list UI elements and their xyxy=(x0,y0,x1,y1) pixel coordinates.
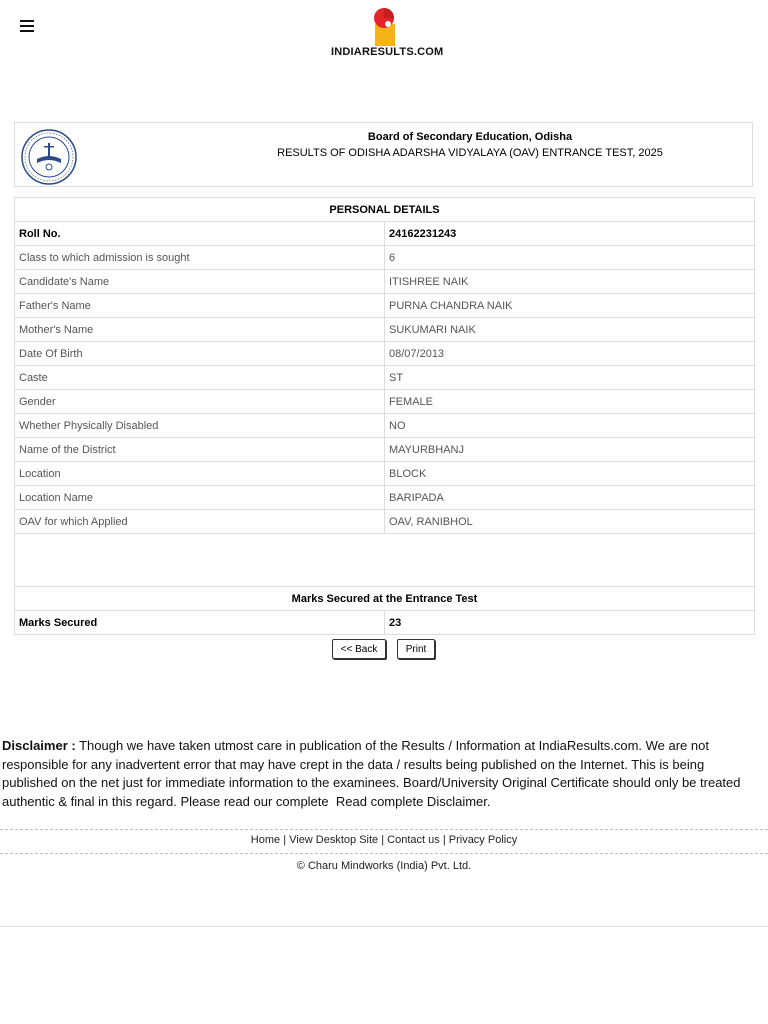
board-header xyxy=(14,122,753,187)
detail-label: Whether Physically Disabled xyxy=(15,414,385,438)
site-logo[interactable] xyxy=(331,6,444,62)
detail-label: Date Of Birth xyxy=(15,342,385,366)
table-row xyxy=(15,414,755,438)
action-buttons xyxy=(0,639,768,661)
marks-heading: Marks Secured at the Entrance Test xyxy=(15,587,755,611)
detail-value: FEMALE xyxy=(385,390,755,414)
detail-value: NO xyxy=(385,414,755,438)
detail-value: BARIPADA xyxy=(385,486,755,510)
detail-label: Mother's Name xyxy=(15,318,385,342)
marks-row xyxy=(15,611,755,635)
detail-label: Gender xyxy=(15,390,385,414)
marks-heading-row xyxy=(15,587,755,611)
personal-details-heading: PERSONAL DETAILS xyxy=(15,198,755,222)
personal-details-heading-row xyxy=(15,198,755,222)
board-title: Board of Secondary Education, Odisha xyxy=(367,131,573,143)
footer-link-privacy[interactable]: Privacy Policy xyxy=(448,834,518,846)
marks-value: 23 xyxy=(385,611,755,635)
print-button[interactable]: Print xyxy=(397,639,435,659)
back-button[interactable]: << Back xyxy=(332,639,386,659)
footer-link-home[interactable]: Home xyxy=(250,834,281,846)
footer-link-desktop-site[interactable]: View Desktop Site xyxy=(289,834,379,846)
detail-label: OAV for which Applied xyxy=(15,510,385,534)
detail-label: Caste xyxy=(15,366,385,390)
footer-separator: | xyxy=(381,834,385,846)
detail-value: PURNA CHANDRA NAIK xyxy=(385,294,755,318)
detail-label: Location Name xyxy=(15,486,385,510)
detail-value: 08/07/2013 xyxy=(385,342,755,366)
detail-value: OAV, RANIBHOL xyxy=(385,510,755,534)
detail-value: SUKUMARI NAIK xyxy=(385,318,755,342)
page-bottom-divider xyxy=(0,926,768,927)
detail-label: Class to which admission is sought xyxy=(15,246,385,270)
bse-odisha-emblem-icon xyxy=(21,129,77,185)
detail-value: 6 xyxy=(385,246,755,270)
footer-divider-bottom xyxy=(0,853,768,854)
detail-value: BLOCK xyxy=(385,462,755,486)
roll-number-label: Roll No. xyxy=(15,222,385,246)
logo-text: INDIARESULTS.COM xyxy=(331,46,444,58)
marks-label: Marks Secured xyxy=(15,611,385,635)
table-row xyxy=(15,510,755,534)
disclaimer-text: Though we have taken utmost care in publication of the Results / Information at IndiaResults.com. We are not responsible for any inadvertent error that may have crept in the data / results being published on the Internet. This is being published on the net just for immediate information to the examinees. Board/University Original Certificate should only be treated authentic & final in this regard. Please read our complete xyxy=(2,738,741,809)
table-row xyxy=(15,366,755,390)
table-row xyxy=(15,390,755,414)
detail-label: Candidate's Name xyxy=(15,270,385,294)
detail-value: MAYURBHANJ xyxy=(385,438,755,462)
logo-mark-icon xyxy=(331,6,439,46)
footer-divider-top xyxy=(0,829,768,830)
footer-links xyxy=(0,834,768,846)
roll-number-row xyxy=(15,222,755,246)
table-row xyxy=(15,318,755,342)
footer-separator: | xyxy=(442,834,446,846)
spacer-cell xyxy=(15,534,755,587)
copyright: © Charu Mindworks (India) Pvt. Ltd. xyxy=(296,860,472,872)
footer-link-contact[interactable]: Contact us xyxy=(387,834,440,846)
roll-number-value: 24162231243 xyxy=(385,222,755,246)
table-row xyxy=(15,270,755,294)
disclaimer-label: Disclaimer : xyxy=(2,738,76,753)
disclaimer-link[interactable]: Read complete Disclaimer. xyxy=(335,793,491,809)
top-bar xyxy=(0,0,768,68)
disclaimer xyxy=(2,737,754,811)
detail-value: ITISHREE NAIK xyxy=(385,270,755,294)
table-row xyxy=(15,462,755,486)
footer-separator: | xyxy=(283,834,287,846)
detail-label: Location xyxy=(15,462,385,486)
detail-label: Name of the District xyxy=(15,438,385,462)
table-row xyxy=(15,246,755,270)
detail-label: Father's Name xyxy=(15,294,385,318)
table-row xyxy=(15,294,755,318)
table-row xyxy=(15,438,755,462)
board-subtitle: RESULTS OF ODISHA ADARSHA VIDYALAYA (OAV) ENTRANCE TEST, 2025 xyxy=(277,147,663,159)
results-table xyxy=(14,197,755,635)
table-row xyxy=(15,342,755,366)
spacer-row xyxy=(15,534,755,587)
hamburger-menu-icon[interactable] xyxy=(20,20,34,32)
detail-value: ST xyxy=(385,366,755,390)
table-row xyxy=(15,486,755,510)
